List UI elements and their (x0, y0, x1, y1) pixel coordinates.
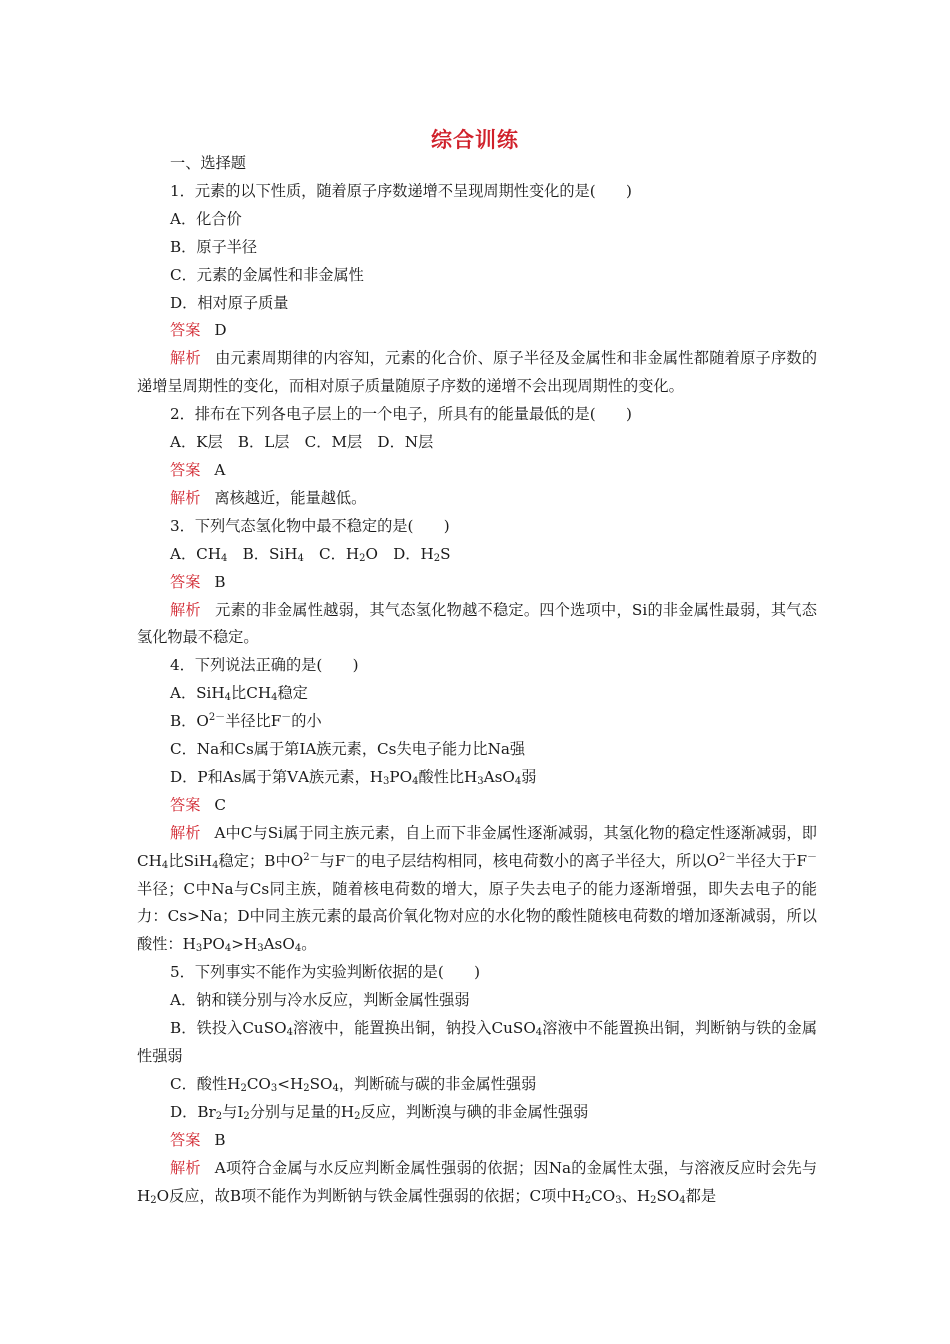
answer-label: 答案 (170, 572, 201, 591)
question-4-option-b: B．$O^{2-}$半径比F－的小 (170, 712, 322, 731)
question-5-option-b: B．铁投入CuSO$_4$溶液中，能置换出铜，钠投入CuSO$_4$溶液中不能置换出铜，判断钠与铁的金属性强弱 (137, 1019, 818, 1065)
question-2-options: A．K层 B．L层 C．M层 D．N层 (170, 433, 434, 452)
page-title: 综合训练 (431, 128, 519, 152)
section-heading: 一、选择题 (170, 154, 246, 172)
question-4-option-c: C．Na和Cs属于第ⅠA族元素，Cs失电子能力比Na强 (170, 740, 526, 759)
analysis-label: 解析 (170, 349, 201, 368)
analysis-label: 解析 (170, 1158, 201, 1177)
question-2-analysis: 解析 离核越近，能量越低。 (170, 488, 367, 507)
document-body (137, 150, 817, 1210)
analysis-label: 解析 (170, 488, 201, 507)
question-4-answer: 答案 C (170, 795, 226, 814)
question-5-analysis: 解析 A项符合金属与水反应判断金属性强弱的依据；因Na的金属性太强，与溶液反应时会先与$H_2O$反应，故B项不能作为判断钠与铁金属性强弱的依据；C项中$H_2CO_3$、$H_2SO_4$都是 (137, 1158, 818, 1206)
question-1-option-b: B．原子半径 (170, 237, 258, 256)
question-3-options: A．$CH_4$ B．SiH$_4$ C．$H_2O$ D．$H_2S$ (170, 544, 451, 564)
question-2-stem: 2．排布在下列各电子层上的一个电子，所具有的能量最低的是( ) (170, 405, 632, 424)
question-5-option-a: A．钠和镁分别与冷水反应，判断金属性强弱 (170, 991, 470, 1010)
question-5-option-d: D．$Br_2$与$I_2$分别与足量的$H_2$反应，判断溴与碘的非金属性强弱 (170, 1102, 589, 1122)
answer-label: 答案 (170, 321, 201, 340)
question-5-option-c: C．酸性$H_2CO_3<H_2SO_4$，判断硫与碳的非金属性强弱 (170, 1074, 537, 1094)
question-5-answer: 答案 B (170, 1130, 226, 1149)
question-1-option-d: D．相对原子质量 (170, 293, 289, 312)
question-4-option-d: D．P和As属于第ⅤA族元素，$H_3PO_4$酸性比$H_3AsO_4$弱 (170, 767, 537, 787)
question-2-answer: 答案 A (170, 460, 226, 479)
question-1-option-a: A．化合价 (170, 209, 242, 228)
question-4-option-a: A．SiH$_4$比$CH_4$稳定 (170, 684, 308, 704)
answer-label: 答案 (170, 1130, 201, 1149)
analysis-label: 解析 (170, 823, 201, 842)
answer-label: 答案 (170, 795, 201, 814)
analysis-label: 解析 (170, 600, 201, 619)
question-3-answer: 答案 B (170, 572, 226, 591)
question-4-stem: 4．下列说法正确的是( ) (170, 656, 359, 675)
question-5-stem: 5．下列事实不能作为实验判断依据的是( ) (170, 963, 481, 982)
question-1-answer: 答案 D (170, 321, 227, 340)
question-3-analysis: 解析 元素的非金属性越弱，其气态氢化物越不稳定。四个选项中，Si的非金属性最弱，其气态氢化物最不稳定。 (137, 600, 817, 647)
question-1-stem: 1．元素的以下性质，随着原子序数递增不呈现周期性变化的是( ) (170, 181, 632, 200)
question-1-option-c: C．元素的金属性和非金属性 (170, 265, 364, 284)
question-3-stem: 3．下列气态氢化物中最不稳定的是( ) (170, 516, 450, 535)
question-4-analysis: 解析 A中C与Si属于同主族元素，自上而下非金属性逐渐减弱，其氢化物的稳定性逐渐减弱，即$CH_4$比SiH$_4$稳定；B中$O^{2-}$与F－的电子层结构相同，核电荷数小的离子半径大，所以$O^{2-}$半径大于F－半径；C中Na与Cs同主族，随着核电荷数的增大，原子失去电子的能力逐渐增强，即失去电子的能力：Cs>Na；D中同主族元素的最高价氧化物对应的水化物的酸性随核电荷数的增加逐渐减弱，所以酸性：$H_3PO_4>H_3AsO_4$。 (137, 823, 817, 955)
question-1-analysis: 解析 由元素周期律的内容知，元素的化合价、原子半径及金属性和非金属性都随着原子序数的递增呈周期性的变化，而相对原子质量随原子序数的递增不会出现周期性的变化。 (137, 349, 818, 396)
answer-label: 答案 (170, 460, 201, 479)
